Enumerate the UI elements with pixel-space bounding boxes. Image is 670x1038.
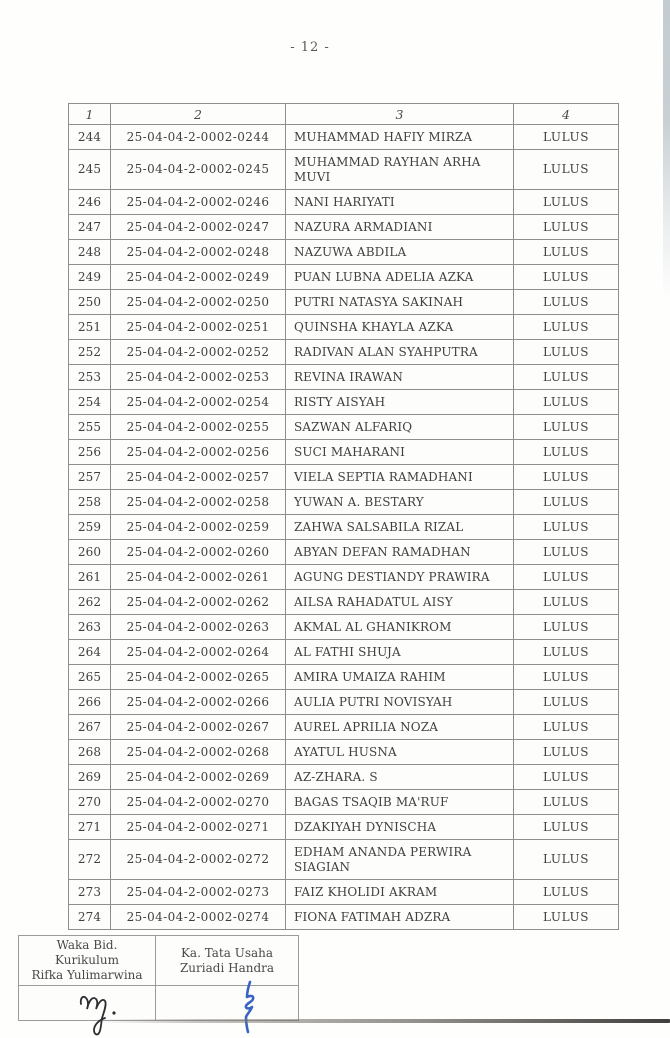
row-number: 250 [69, 290, 111, 315]
status-value: LULUS [514, 665, 619, 690]
row-number: 246 [69, 190, 111, 215]
participant-name: AYATUL HUSNA [286, 740, 514, 765]
row-number: 272 [69, 840, 111, 880]
participant-name: BAGAS TSAQIB MA'RUF [286, 790, 514, 815]
status-value: LULUS [514, 740, 619, 765]
participant-code: 25-04-04-2-0002-0249 [111, 265, 286, 290]
participant-name: AULIA PUTRI NOVISYAH [286, 690, 514, 715]
participant-code: 25-04-04-2-0002-0267 [111, 715, 286, 740]
row-number: 249 [69, 265, 111, 290]
status-value: LULUS [514, 440, 619, 465]
results-table [68, 103, 619, 930]
signature-block [18, 935, 299, 1021]
status-value: LULUS [514, 240, 619, 265]
participant-code: 25-04-04-2-0002-0251 [111, 315, 286, 340]
row-number: 266 [69, 690, 111, 715]
row-number: 265 [69, 665, 111, 690]
status-value: LULUS [514, 765, 619, 790]
participant-name: NAZUWA ABDILA [286, 240, 514, 265]
participant-code: 25-04-04-2-0002-0252 [111, 340, 286, 365]
table-row [69, 240, 619, 265]
table-row [69, 590, 619, 615]
row-number: 247 [69, 215, 111, 240]
status-value: LULUS [514, 490, 619, 515]
row-number: 257 [69, 465, 111, 490]
scan-bottom-bar [95, 1019, 670, 1023]
participant-name: PUTRI NATASYA SAKINAH [286, 290, 514, 315]
scan-edge-band [663, 0, 670, 300]
participant-name: AGUNG DESTIANDY PRAWIRA [286, 565, 514, 590]
table-row [69, 715, 619, 740]
page-number: - 12 - [290, 40, 330, 55]
table-row [69, 690, 619, 715]
participant-code: 25-04-04-2-0002-0250 [111, 290, 286, 315]
status-value: LULUS [514, 880, 619, 905]
table-row [69, 440, 619, 465]
row-number: 268 [69, 740, 111, 765]
status-value: LULUS [514, 150, 619, 190]
table-row [69, 880, 619, 905]
status-value: LULUS [514, 515, 619, 540]
table-row [69, 415, 619, 440]
participant-name: RISTY AISYAH [286, 390, 514, 415]
row-number: 267 [69, 715, 111, 740]
row-number: 258 [69, 490, 111, 515]
participant-name: SAZWAN ALFARIQ [286, 415, 514, 440]
participant-name: SUCI MAHARANI [286, 440, 514, 465]
row-number: 255 [69, 415, 111, 440]
status-value: LULUS [514, 415, 619, 440]
right-signer-name: Zuriadi Handra [179, 960, 275, 975]
results-table-body [69, 125, 619, 930]
table-row [69, 465, 619, 490]
right-signature-cell [156, 986, 299, 1021]
header-col-name: 3 [286, 104, 514, 125]
header-col-no: 1 [69, 104, 111, 125]
participant-code: 25-04-04-2-0002-0245 [111, 150, 286, 190]
participant-name: DZAKIYAH DYNISCHA [286, 815, 514, 840]
participant-code: 25-04-04-2-0002-0244 [111, 125, 286, 150]
participant-name: VIELA SEPTIA RAMADHANI [286, 465, 514, 490]
participant-name: AL FATHI SHUJA [286, 640, 514, 665]
row-number: 248 [69, 240, 111, 265]
signature-space-row [19, 986, 299, 1021]
participant-code: 25-04-04-2-0002-0247 [111, 215, 286, 240]
table-row [69, 615, 619, 640]
status-value: LULUS [514, 125, 619, 150]
status-value: LULUS [514, 840, 619, 880]
status-value: LULUS [514, 615, 619, 640]
table-row [69, 150, 619, 190]
row-number: 261 [69, 565, 111, 590]
table-row [69, 905, 619, 930]
participant-name: REVINA IRAWAN [286, 365, 514, 390]
participant-code: 25-04-04-2-0002-0261 [111, 565, 286, 590]
participant-name: AUREL APRILIA NOZA [286, 715, 514, 740]
row-number: 264 [69, 640, 111, 665]
participant-code: 25-04-04-2-0002-0262 [111, 590, 286, 615]
participant-name: AZ-ZHARA. S [286, 765, 514, 790]
table-row [69, 190, 619, 215]
participant-name: YUWAN A. BESTARY [286, 490, 514, 515]
header-col-code: 2 [111, 104, 286, 125]
status-value: LULUS [514, 790, 619, 815]
status-value: LULUS [514, 590, 619, 615]
participant-code: 25-04-04-2-0002-0274 [111, 905, 286, 930]
row-number: 263 [69, 615, 111, 640]
participant-name: RADIVAN ALAN SYAHPUTRA [286, 340, 514, 365]
participant-code: 25-04-04-2-0002-0257 [111, 465, 286, 490]
row-number: 256 [69, 440, 111, 465]
table-row [69, 340, 619, 365]
table-row [69, 490, 619, 515]
participant-code: 25-04-04-2-0002-0265 [111, 665, 286, 690]
table-row [69, 365, 619, 390]
participant-code: 25-04-04-2-0002-0258 [111, 490, 286, 515]
participant-name: PUAN LUBNA ADELIA AZKA [286, 265, 514, 290]
left-signer-title: Waka Bid. Kurikulum [55, 938, 119, 967]
table-row [69, 815, 619, 840]
participant-name: AILSA RAHADATUL AISY [286, 590, 514, 615]
status-value: LULUS [514, 905, 619, 930]
status-value: LULUS [514, 390, 619, 415]
status-value: LULUS [514, 265, 619, 290]
status-value: LULUS [514, 815, 619, 840]
row-number: 253 [69, 365, 111, 390]
status-value: LULUS [514, 290, 619, 315]
status-value: LULUS [514, 315, 619, 340]
row-number: 270 [69, 790, 111, 815]
row-number: 245 [69, 150, 111, 190]
status-value: LULUS [514, 340, 619, 365]
participant-code: 25-04-04-2-0002-0254 [111, 390, 286, 415]
participant-code: 25-04-04-2-0002-0253 [111, 365, 286, 390]
participant-name: AKMAL AL GHANIKROM [286, 615, 514, 640]
row-number: 259 [69, 515, 111, 540]
participant-code: 25-04-04-2-0002-0256 [111, 440, 286, 465]
row-number: 260 [69, 540, 111, 565]
right-signer-cell [156, 936, 299, 986]
row-number: 244 [69, 125, 111, 150]
participant-code: 25-04-04-2-0002-0260 [111, 540, 286, 565]
participant-name: ABYAN DEFAN RAMADHAN [286, 540, 514, 565]
table-row [69, 540, 619, 565]
table-row [69, 840, 619, 880]
table-row [69, 265, 619, 290]
status-value: LULUS [514, 540, 619, 565]
participant-name: NANI HARIYATI [286, 190, 514, 215]
participant-code: 25-04-04-2-0002-0266 [111, 690, 286, 715]
left-signature-cell [19, 986, 156, 1021]
status-value: LULUS [514, 640, 619, 665]
table-row [69, 665, 619, 690]
participant-code: 25-04-04-2-0002-0264 [111, 640, 286, 665]
header-col-status: 4 [514, 104, 619, 125]
table-row [69, 390, 619, 415]
participant-code: 25-04-04-2-0002-0269 [111, 765, 286, 790]
status-value: LULUS [514, 690, 619, 715]
row-number: 254 [69, 390, 111, 415]
table-row [69, 215, 619, 240]
table-row [69, 740, 619, 765]
participant-name: MUHAMMAD RAYHAN ARHA MUVI [286, 150, 514, 190]
status-value: LULUS [514, 215, 619, 240]
table-row [69, 640, 619, 665]
participant-name: NAZURA ARMADIANI [286, 215, 514, 240]
left-signature-ink [77, 988, 137, 1038]
right-signer-title: Ka. Tata Usaha [180, 945, 274, 960]
row-number: 262 [69, 590, 111, 615]
participant-code: 25-04-04-2-0002-0246 [111, 190, 286, 215]
participant-code: 25-04-04-2-0002-0271 [111, 815, 286, 840]
participant-code: 25-04-04-2-0002-0248 [111, 240, 286, 265]
table-row [69, 290, 619, 315]
status-value: LULUS [514, 715, 619, 740]
row-number: 271 [69, 815, 111, 840]
participant-code: 25-04-04-2-0002-0259 [111, 515, 286, 540]
participant-code: 25-04-04-2-0002-0263 [111, 615, 286, 640]
table-row [69, 315, 619, 340]
participant-name: FAIZ KHOLIDI AKRAM [286, 880, 514, 905]
participant-code: 25-04-04-2-0002-0268 [111, 740, 286, 765]
row-number: 274 [69, 905, 111, 930]
status-value: LULUS [514, 365, 619, 390]
row-number: 273 [69, 880, 111, 905]
participant-code: 25-04-04-2-0002-0272 [111, 840, 286, 880]
header-row [69, 104, 619, 125]
participant-name: FIONA FATIMAH ADZRA [286, 905, 514, 930]
participant-code: 25-04-04-2-0002-0270 [111, 790, 286, 815]
status-value: LULUS [514, 190, 619, 215]
participant-code: 25-04-04-2-0002-0255 [111, 415, 286, 440]
left-signer-name: Rifka Yulimarwina [31, 968, 143, 982]
row-number: 251 [69, 315, 111, 340]
table-row [69, 565, 619, 590]
right-signature-ink [234, 978, 264, 1036]
status-value: LULUS [514, 465, 619, 490]
participant-name: QUINSHA KHAYLA AZKA [286, 315, 514, 340]
status-value: LULUS [514, 565, 619, 590]
results-table-header [69, 104, 619, 125]
table-row [69, 790, 619, 815]
participant-name: EDHAM ANANDA PERWIRA SIAGIAN [286, 840, 514, 880]
participant-code: 25-04-04-2-0002-0273 [111, 880, 286, 905]
participant-name: AMIRA UMAIZA RAHIM [286, 665, 514, 690]
row-number: 269 [69, 765, 111, 790]
table-row [69, 765, 619, 790]
row-number: 252 [69, 340, 111, 365]
left-signer-cell [19, 936, 156, 986]
participant-name: ZAHWA SALSABILA RIZAL [286, 515, 514, 540]
participant-name: MUHAMMAD HAFIY MIRZA [286, 125, 514, 150]
table-row [69, 515, 619, 540]
table-row [69, 125, 619, 150]
